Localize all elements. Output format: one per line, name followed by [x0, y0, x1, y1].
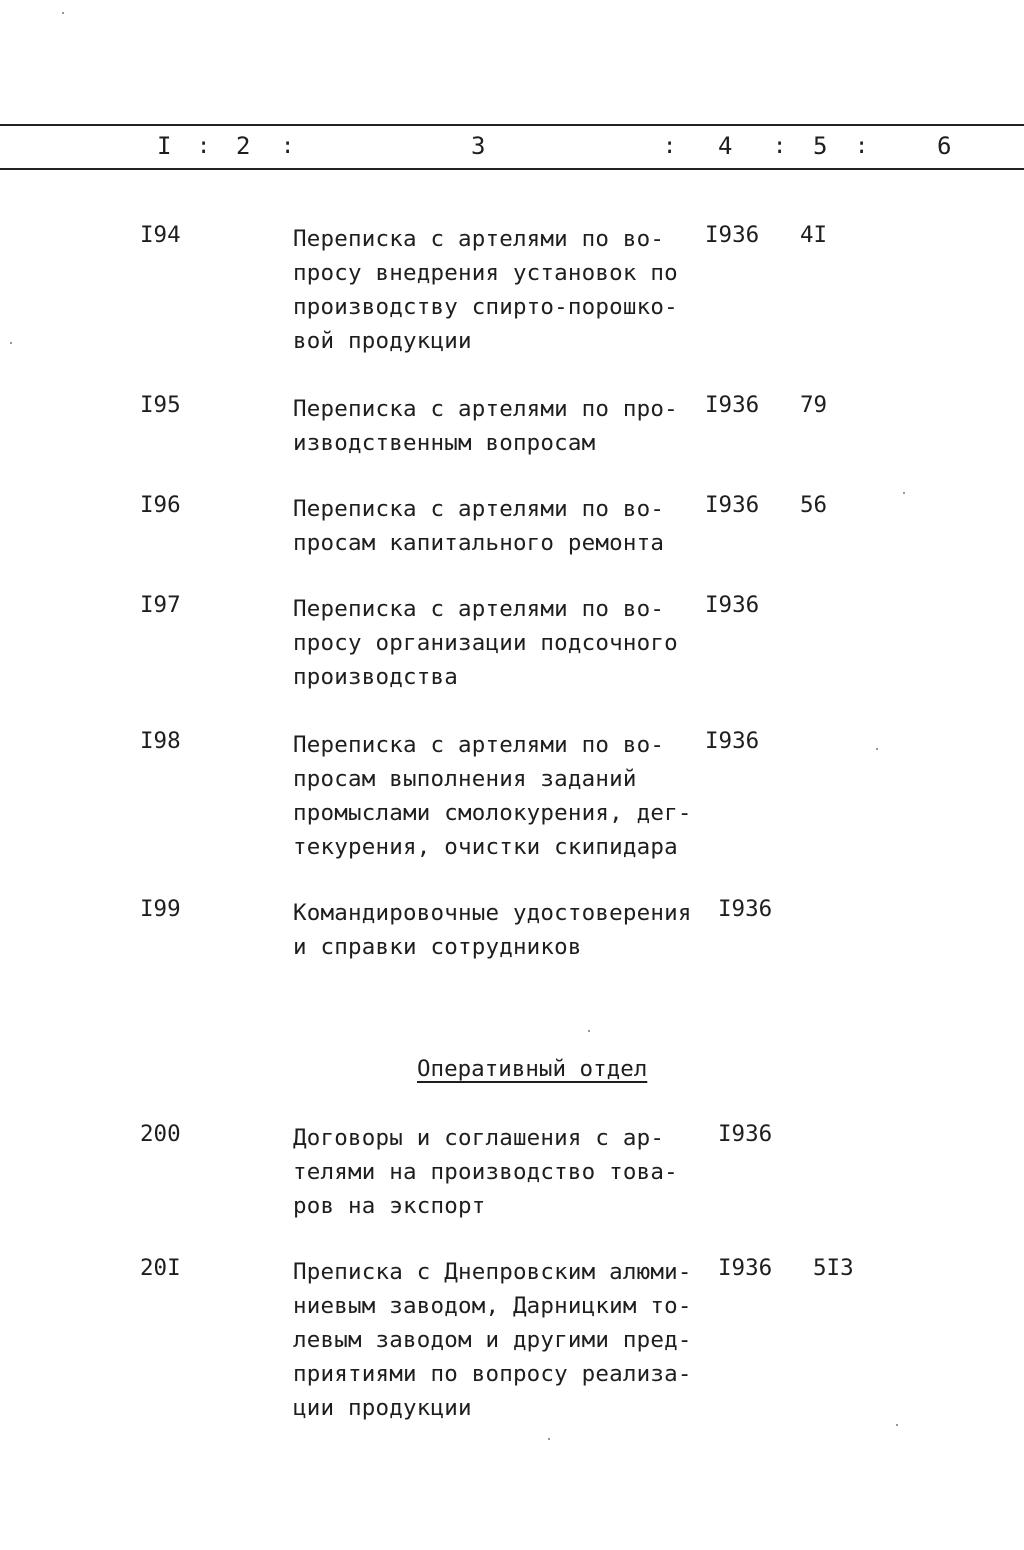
scan-speck: [548, 1438, 550, 1440]
column-header-3: 3: [471, 132, 486, 160]
section-title: Оперативный отдел: [417, 1056, 648, 1082]
entry-sheets: 79: [800, 392, 828, 418]
entry-year: I936: [705, 728, 760, 754]
entry-year: I936: [718, 1121, 773, 1147]
scan-speck: [876, 748, 878, 750]
column-header-1: I: [157, 132, 172, 160]
scan-speck: [62, 12, 64, 14]
entry-sheets: 56: [800, 492, 828, 518]
entry-number: I96: [140, 492, 181, 518]
column-separator: :: [855, 134, 869, 159]
column-header-6: 6: [937, 132, 952, 160]
entry-title: Преписка с Днепровским алюми- ниевым заводом, Дарницким то- левым заводом и другими пред- приятиями по вопросу реализа- ции продукции: [293, 1259, 692, 1421]
column-separator: :: [197, 134, 211, 159]
entry-title: Переписка с артелями по во- просам капитального ремонта: [293, 496, 665, 556]
header-bottom-rule: [0, 168, 1024, 170]
entry-year: I936: [705, 392, 760, 418]
entry-year: I936: [718, 1255, 773, 1281]
column-header-2: 2: [236, 132, 251, 160]
column-separator: :: [281, 134, 295, 159]
entry-number: 200: [140, 1121, 181, 1147]
entry-year: I936: [705, 222, 760, 248]
entry-year: I936: [705, 492, 760, 518]
scan-speck: [588, 1030, 590, 1032]
entry-title: Переписка с артелями по во- просу организации подсочного производства: [293, 596, 678, 690]
entry-number: I94: [140, 222, 181, 248]
entry-title: Договоры и соглашения с ар- телями на производство това- ров на экспорт: [293, 1125, 678, 1219]
entry-number: 20I: [140, 1255, 181, 1281]
entry-number: I99: [140, 896, 181, 922]
scan-speck: [10, 342, 12, 344]
entry-sheets: 5I3: [813, 1255, 854, 1281]
entry-sheets: 4I: [800, 222, 828, 248]
entry-number: I97: [140, 592, 181, 618]
entry-year: I936: [705, 592, 760, 618]
column-separator: :: [773, 134, 787, 159]
entry-title: Переписка с артелями по во- просу внедрения установок по производству спирто-порошко- вой продукции: [293, 226, 678, 354]
column-separator: :: [663, 134, 677, 159]
column-header-4: 4: [718, 132, 733, 160]
entry-number: I95: [140, 392, 181, 418]
column-header-5: 5: [813, 132, 828, 160]
scan-speck: [903, 492, 905, 494]
header-top-rule: [0, 124, 1024, 126]
entry-title: Переписка с артелями по во- просам выполнения заданий промыслами смолокурения, дег- текурения, очистки скипидара: [293, 732, 692, 860]
entry-title: Командировочные удостоверения и справки сотрудников: [293, 900, 692, 960]
entry-year: I936: [718, 896, 773, 922]
entry-title: Переписка с артелями по про- изводственным вопросам: [293, 396, 678, 456]
entry-number: I98: [140, 728, 181, 754]
scan-speck: [896, 1424, 898, 1426]
